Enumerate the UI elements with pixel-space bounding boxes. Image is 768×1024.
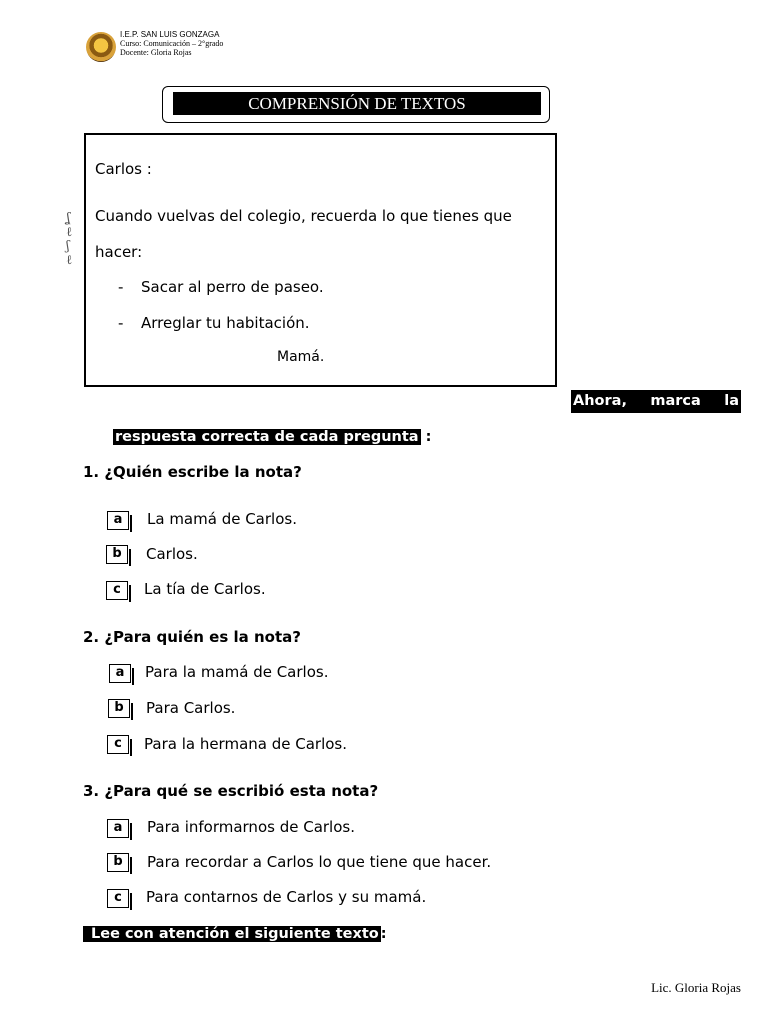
option-label: Para Carlos. [146,699,236,717]
option-c-checkbox[interactable]: c [107,889,129,908]
school-name: I.E.P. SAN LUIS GONZAGA [120,30,220,39]
note-greeting: Carlos : [95,160,152,178]
option-b-checkbox[interactable]: b [107,853,129,872]
list-bullet: - [118,314,124,332]
note-signature: Mamá. [277,349,325,365]
footer-author: Lic. Gloria Rojas [651,980,741,995]
page-title: COMPRENSIÓN DE TEXTOS [173,92,541,115]
option-c-checkbox[interactable]: c [107,735,129,754]
option-a-checkbox[interactable]: a [107,819,129,838]
option-a-checkbox[interactable]: a [107,511,129,530]
school-logo [86,32,116,62]
instruction-highlight: respuesta correcta de cada pregunta [115,429,419,445]
course-label: Curso: Comunicación – 2°grado [120,39,224,48]
note-line: Cuando vuelvas del colegio, recuerda lo que tienes que [95,207,512,225]
option-label: Para contarnos de Carlos y su mamá. [146,888,427,906]
question-1: 1. ¿Quién escribe la nota? [83,463,302,481]
option-label: La tía de Carlos. [144,580,266,598]
option-b-checkbox[interactable]: b [106,545,128,564]
lead-highlight: Lee con atención el siguiente texto [83,926,381,942]
note-line: hacer: [95,243,143,261]
question-3: 3. ¿Para qué se escribió esta nota? [83,782,379,800]
note-item: Sacar al perro de paseo. [141,278,324,296]
option-b-checkbox[interactable]: b [108,699,130,718]
school-info [120,30,223,57]
option-label: La mamá de Carlos. [147,510,297,528]
note-box [84,133,557,387]
list-bullet: - [118,278,124,296]
option-a-checkbox[interactable]: a [109,664,131,683]
decorative-scribble-icon: ʆ ℓ ʃ ℓ [66,211,73,268]
option-label: Para recordar a Carlos lo que tiene que hacer. [147,853,492,871]
next-section-lead [83,922,387,946]
lead-tail: : [380,926,387,942]
question-2: 2. ¿Para quién es la nota? [83,628,301,646]
option-label: Para la hermana de Carlos. [144,735,348,753]
option-label: Para informarnos de Carlos. [147,818,355,836]
instruction-word: la [724,393,739,409]
option-label: Para la mamá de Carlos. [145,663,329,681]
option-label: Carlos. [146,545,198,563]
instruction-line-2 [113,426,431,448]
instruction-tail: : [420,429,432,445]
instruction-word: marca [650,393,701,409]
note-item: Arreglar tu habitación. [141,314,310,332]
instruction-line-1 [571,390,741,413]
instruction-word: Ahora, [573,393,627,409]
teacher-label: Docente: Gloria Rojas [120,48,192,57]
option-c-checkbox[interactable]: c [106,581,128,600]
